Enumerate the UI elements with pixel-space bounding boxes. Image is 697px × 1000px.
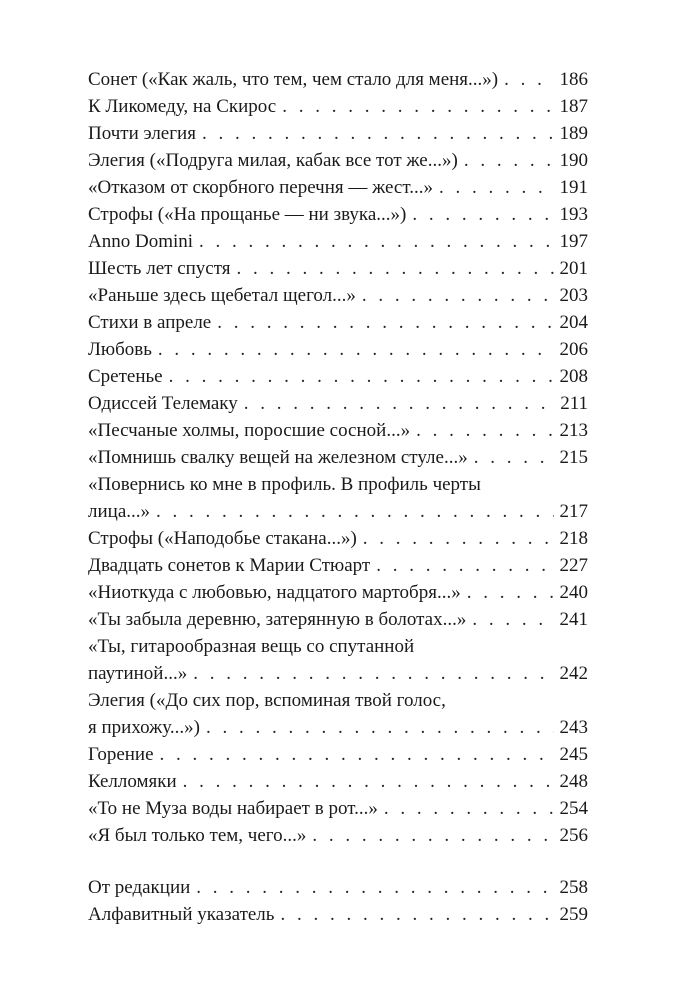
dot-leader [217,309,553,336]
toc-entry-title: Келломяки [88,771,177,792]
dot-leader [183,768,554,795]
toc-entry-page-number: 241 [559,609,588,630]
toc-entry-title: Горение [88,744,154,765]
toc-entry-title: паутиной...» [88,663,188,684]
dot-leader [282,93,553,120]
toc-entry[interactable] [88,822,588,849]
toc-entry-title: Почти элегия [88,123,196,144]
dot-leader [376,552,553,579]
dot-leader [237,255,554,282]
toc-entry-page-number: 189 [559,123,588,144]
dot-leader [504,66,553,93]
toc-entry-title: Элегия («Подруга милая, кабак все тот же...») [88,150,458,171]
section-gap [88,849,588,874]
dot-leader [472,606,553,633]
toc-entry[interactable] [88,336,588,363]
toc-entry-title: «Раньше здесь щебетал щегол...» [88,285,356,306]
toc-entry[interactable] [88,309,588,336]
toc-entry[interactable] [88,228,588,255]
toc-entry-title: «Отказом от скорбного перечня — жест...» [88,177,433,198]
toc-entry-page-number: 227 [559,555,588,576]
toc-entry-page-number: 197 [559,231,588,252]
toc-entry-page-number: 206 [559,339,588,360]
toc-entry-page-number: 259 [559,904,588,925]
toc-main-list [88,66,588,849]
toc-entry[interactable] [88,363,588,390]
dot-leader [439,174,554,201]
toc-entry[interactable] [88,390,588,417]
toc-entry-title: Одиссей Телемаку [88,393,238,414]
toc-entry-title-first-line: Элегия («До сих пор, вспоминая твой голос, [88,690,446,711]
toc-entry[interactable] [88,444,588,471]
dot-leader [474,444,554,471]
dot-leader [312,822,553,849]
toc-entry-page-number: 245 [559,744,588,765]
toc-entry-page-number: 201 [559,258,588,279]
dot-leader [169,363,554,390]
toc-entry-page-number: 240 [559,582,588,603]
toc-entry[interactable] [88,525,588,552]
toc-entry-title: «Помнишь свалку вещей на железном стуле...» [88,447,468,468]
toc-entry-page-number: 186 [559,69,588,90]
toc-entry-title: «То не Муза воды набирает в рот...» [88,798,378,819]
dot-leader [196,874,553,901]
toc-entry-page-number: 191 [559,177,588,198]
toc-entry-title: «Ниоткуда с любовью, надцатого мартобря...» [88,582,461,603]
toc-entry-page-number: 254 [559,798,588,819]
toc-entry-title: «Я был только тем, чего...» [88,825,307,846]
toc-entry-title: «Песчаные холмы, поросшие сосной...» [88,420,411,441]
dot-leader [156,498,553,525]
toc-entry-title: Любовь [88,339,152,360]
toc-entry[interactable] [88,282,588,309]
toc-entry-page-number: 218 [559,528,588,549]
dot-leader [412,201,553,228]
toc-entry[interactable] [88,687,588,741]
toc-entry[interactable] [88,741,588,768]
toc-entry-title: Сретенье [88,366,163,387]
toc-entry-title: Стихи в апреле [88,312,212,333]
toc-entry[interactable] [88,633,588,687]
toc-entry[interactable] [88,901,588,928]
toc-entry-title: Алфавитный указатель [88,904,275,925]
toc-entry-title-first-line: «Повернись ко мне в профиль. В профиль черты [88,474,481,495]
toc-entry-page-number: 215 [559,447,588,468]
toc-entry-title: «Ты забыла деревню, затерянную в болотах...» [88,609,467,630]
toc-entry[interactable] [88,768,588,795]
toc-entry-page-number: 193 [559,204,588,225]
toc-entry-page-number: 213 [559,420,588,441]
toc-entry-title: Строфы («Наподобье стакана...») [88,528,357,549]
toc-entry-page-number: 258 [559,877,588,898]
toc-entry[interactable] [88,201,588,228]
toc-entry[interactable] [88,255,588,282]
toc-entry[interactable] [88,874,588,901]
toc-entry[interactable] [88,147,588,174]
toc-entry-title: Anno Domini [88,231,194,252]
dot-leader [193,660,553,687]
toc-entry-page-number: 243 [559,717,588,738]
toc-entry-page-number: 190 [559,150,588,171]
toc-entry-page-number: 211 [560,393,588,414]
table-of-contents [88,66,588,928]
toc-entry[interactable] [88,417,588,444]
toc-entry-page-number: 217 [559,501,588,522]
toc-entry-title: К Ликомеду, на Скирос [88,96,277,117]
toc-entry-title: Двадцать сонетов к Марии Стюарт [88,555,371,576]
toc-entry[interactable] [88,579,588,606]
toc-entry[interactable] [88,606,588,633]
toc-entry-page-number: 187 [559,96,588,117]
dot-leader [280,901,553,928]
toc-entry[interactable] [88,120,588,147]
toc-entry[interactable] [88,471,588,525]
toc-appendix-list [88,874,588,928]
toc-entry-page-number: 256 [559,825,588,846]
dot-leader [384,795,554,822]
toc-entry-title-first-line: «Ты, гитарообразная вещь со спутанной [88,636,415,657]
toc-entry-title: Сонет («Как жаль, что тем, чем стало для меня...») [88,69,499,90]
toc-entry-page-number: 203 [559,285,588,306]
toc-entry-page-number: 204 [559,312,588,333]
dot-leader [464,147,554,174]
toc-entry[interactable] [88,795,588,822]
dot-leader [244,390,554,417]
toc-entry-title: лица...» [88,501,151,522]
dot-leader [467,579,554,606]
toc-entry[interactable] [88,66,588,93]
toc-entry-page-number: 242 [559,663,588,684]
dot-leader [362,282,554,309]
dot-leader [206,714,554,741]
toc-entry[interactable] [88,93,588,120]
toc-entry-title: От редакции [88,877,191,898]
dot-leader [363,525,554,552]
toc-entry-title: Шесть лет спустя [88,258,231,279]
dot-leader [160,741,554,768]
toc-entry[interactable] [88,174,588,201]
dot-leader [158,336,554,363]
toc-entry[interactable] [88,552,588,579]
dot-leader [416,417,553,444]
toc-entry-title: я прихожу...») [88,717,200,738]
dot-leader [202,120,554,147]
dot-leader [199,228,553,255]
toc-entry-page-number: 208 [559,366,588,387]
toc-entry-page-number: 248 [559,771,588,792]
toc-entry-title: Строфы («На прощанье — ни звука...») [88,204,407,225]
